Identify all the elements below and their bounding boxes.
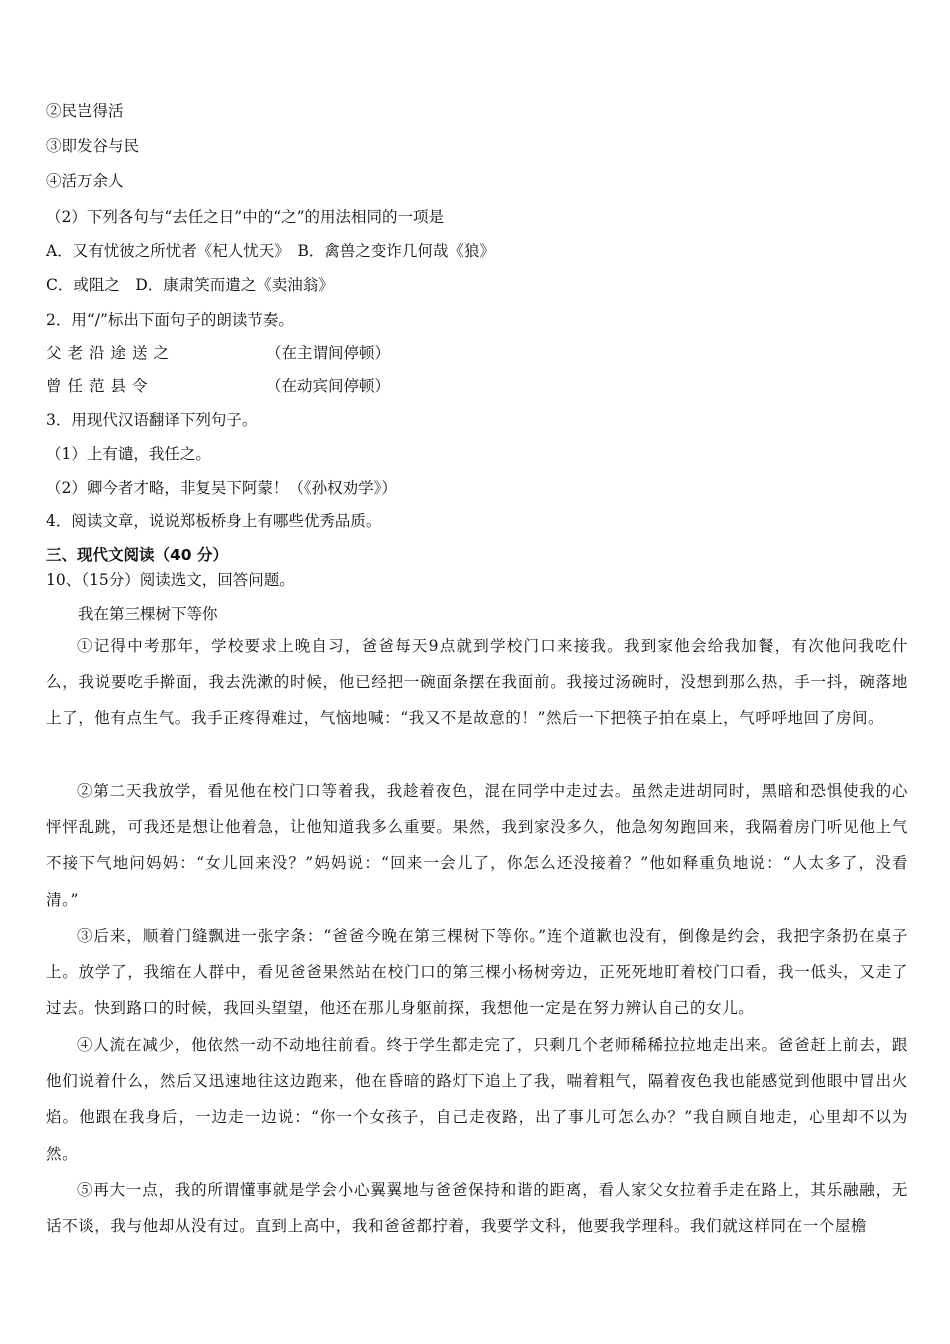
rhythm-text-2: 曾任范县令 xyxy=(46,377,154,395)
question-2: 2．用“/”标出下面句子的朗读节奏。 xyxy=(46,311,294,329)
article-paragraph-3: ③后来，顺着门缝飘进一张字条：“爸爸今晚在第三棵树下等你。”连个道歉也没有，倒像是约会，我把字条扔在桌子上。放学了，我缩在人群中，看见爸爸果然站在校门口的第三棵小杨树旁边，正死死地盯着校门口看，我一低头，又走了过去。快到路口的时候，我回头望望，他还在那儿身躯前探，我想他一定是在努力辨认自己的女儿。 xyxy=(46,927,908,1018)
article-paragraph-4: ④人流在减少，他依然一动不动地往前看。终于学生都走完了，只剩几个老师稀稀拉拉地走出来。爸爸赶上前去，跟他们说着什么，然后又迅速地往这边跑来，他在昏暗的路灯下追上了我，喘着粗气，隔着夜色我也能感觉到他眼中冒出火焰。他跟在我身后，一边走一边说：“你一个女孩子，自己走夜路，出了事儿可怎么办？”我自顾自地走，心里却不以为然。 xyxy=(46,1036,908,1163)
choices-c-d: C．或阻之 D．康肃笑而遣之《卖油翁》 xyxy=(46,276,334,294)
question-1-2: （2）下列各句与“去任之日”中的“之”的用法相同的一项是 xyxy=(46,208,445,226)
article-paragraph-1: ①记得中考那年，学校要求上晚自习，爸爸每天9点就到学校门口来接我。我到家他会给我加餐，有次他问我吃什么，我说要吃手擀面，我去洗漱的时候，他已经把一碗面条摆在我面前。我接过汤碗时，没想到那么热，手一抖，碗落地上了，他有点生气。我手正疼得难过，气恼地喊：“我又不是故意的！”然后一下把筷子拍在桌上，气呼呼地回了房间。 xyxy=(46,637,908,728)
option-2-line: ②民岂得活 xyxy=(46,102,124,120)
article-paragraph-2: ②第二天我放学，看见他在校门口等着我，我趁着夜色，混在同学中走过去。虽然走进胡同时，黑暗和恐惧使我的心怦怦乱跳，可我还是想让他着急，让他知道我多么重要。果然，我到家没多久，他急匆匆跑回来，我隔着房门听见他上气不接下气地问妈妈：“女儿回来没？”妈妈说：“回来一会儿了，你怎么还没接着？”他如释重负地说：“人太多了，没看清。” xyxy=(46,782,908,909)
rhythm-sentence-1 xyxy=(46,342,910,364)
translate-2: （2）卿今者才略，非复吴下阿蒙！（《孙权劝学》） xyxy=(46,479,397,497)
question-10: 10、（15分）阅读选文，回答问题。 xyxy=(46,571,295,589)
rhythm-sentence-2 xyxy=(46,375,910,397)
option-3-line: ③即发谷与民 xyxy=(46,137,140,155)
rhythm-note-2: （在动宾间停顿） xyxy=(266,377,391,395)
choices-a-b: A．又有忧彼之所忧者《杞人忧天》 B．禽兽之变诈几何哉《狼》 xyxy=(46,242,495,260)
section-heading: 三、现代文阅读（40 分） xyxy=(46,546,228,564)
option-4-line: ④活万余人 xyxy=(46,172,124,190)
question-3: 3．用现代汉语翻译下列句子。 xyxy=(46,411,258,429)
translate-1: （1）上有谴，我任之。 xyxy=(46,445,211,463)
rhythm-text-1: 父老沿途送之 xyxy=(46,344,176,362)
rhythm-note-1: （在主谓间停顿） xyxy=(266,344,391,362)
article-title: 我在第三棵树下等你 xyxy=(78,605,218,623)
article-paragraph-5: ⑤再大一点，我的所谓懂事就是学会小心翼翼地与爸爸保持和谐的距离，看人家父女拉着手走在路上，其乐融融，无话不谈，我与他却从没有过。直到上高中，我和爸爸都拧着，我要学文科，他要我学理科。我们就这样同在一个屋檐 xyxy=(46,1181,908,1236)
question-4: 4．阅读文章，说说郑板桥身上有哪些优秀品质。 xyxy=(46,512,382,530)
